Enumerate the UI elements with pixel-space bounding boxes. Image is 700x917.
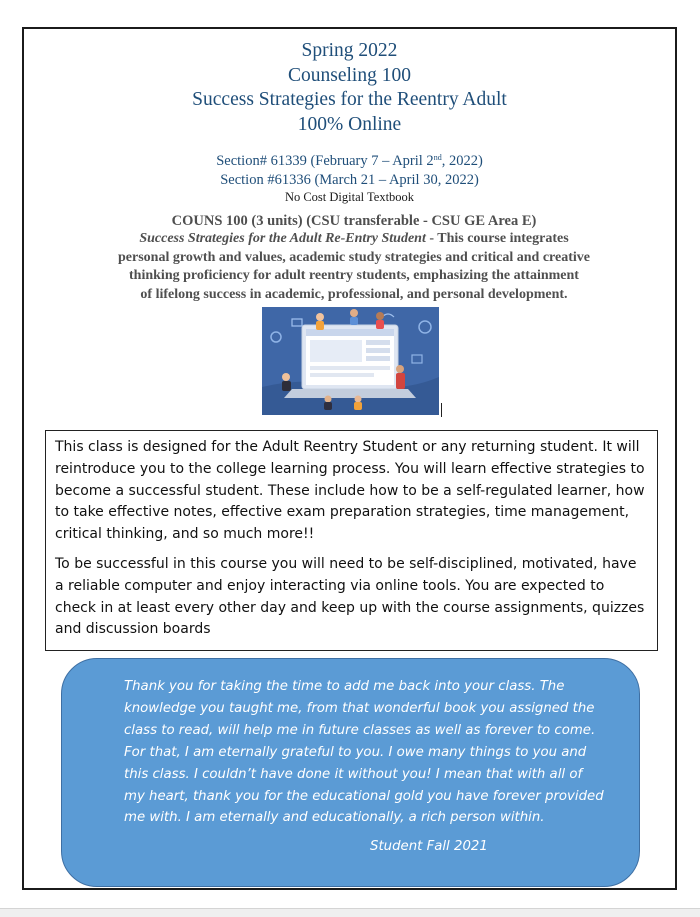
testimonial-line: knowledge you taught me, from that wonderful book you assigned the [124, 700, 595, 716]
course-description [84, 212, 624, 304]
testimonial-line: class to read, will help me in future classes as well as forever to come. [124, 722, 596, 738]
flyer-header [24, 39, 675, 137]
section-1: Section# 61339 (February 7 – April 2nd, 2022) [216, 153, 483, 169]
term-title: Spring 2022 [301, 40, 398, 61]
course-desc-line-4: of lifelong success in academic, professional, and personal development. [140, 286, 568, 302]
course-info-box [45, 430, 658, 651]
course-name-title: Success Strategies for the Reentry Adult [192, 89, 507, 110]
laptop-people-icon [262, 307, 439, 415]
section-info [24, 152, 675, 205]
course-italic-name: Success Strategies for the Adult Re-Entry Student [139, 231, 426, 246]
testimonial-attribution: Student Fall 2021 [370, 839, 488, 854]
flyer-frame [22, 27, 677, 890]
textbook-note: No Cost Digital Textbook [284, 190, 415, 204]
course-desc-line-3: thinking proficiency for adult reentry students, emphasizing the attainment [129, 268, 579, 283]
info-paragraph-1: This class is designed for the Adult Reentry Student or any returning student. It will reintroduce you to the college learning process. You will learn effective strategies to become a successful student. These include how to be a self-regulated learner, how to take effective notes, effective exam preparation strategies, time management, critical thinking, and so much more!! [55, 439, 645, 543]
testimonial-text [124, 676, 629, 829]
delivery-mode-title: 100% Online [297, 113, 402, 135]
text-cursor-mark [441, 403, 442, 417]
testimonial-line: me with. I am eternally and educationally, a rich person within. [124, 810, 545, 826]
online-learning-illustration [262, 307, 439, 415]
course-title: COUNS 100 (3 units) (CSU transferable - CSU GE Area E) [171, 213, 537, 229]
testimonial-line: For that, I am eternally grateful to you. I owe many things to you and [124, 744, 587, 760]
testimonial-line: this class. I couldn’t have done it without you! I mean that with all of [124, 766, 583, 782]
course-code-title: Counseling 100 [288, 64, 411, 86]
course-desc-line-1: Success Strategies for the Adult Re-Entry Student - This course integrates [139, 231, 569, 246]
testimonial-line: my heart, thank you for the educational gold you have forever provided [124, 788, 604, 804]
testimonial-line: Thank you for taking the time to add me back into your class. The [124, 679, 565, 694]
course-desc-line-2: personal growth and values, academic study strategies and critical and creative [118, 249, 590, 265]
testimonial-box [61, 658, 640, 887]
info-paragraph-2: To be successful in this course you will need to be self-disciplined, motivated, have a reliable computer and enjoy interacting via online tools. You are expected to check in at least every other day and keep up with the course assignments, quizzes and discussion boards [55, 555, 645, 638]
section-2: Section #61336 (March 21 – April 30, 2022) [220, 172, 479, 188]
